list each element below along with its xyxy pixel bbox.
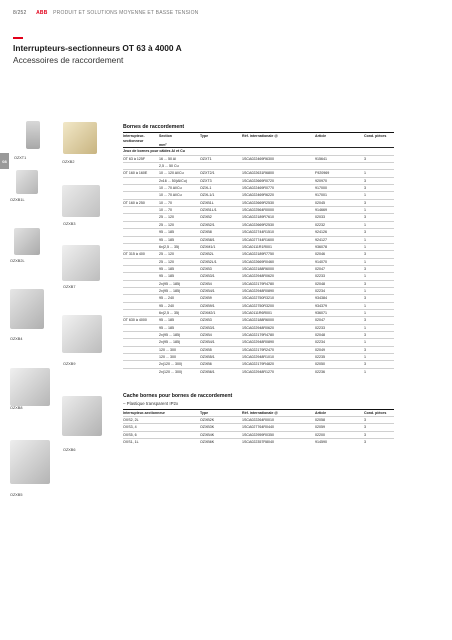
- switch-cell: [123, 339, 159, 346]
- type-cell: OZXL1/1: [200, 192, 242, 199]
- pack-cell: 1: [364, 273, 394, 280]
- switch-cell: [123, 287, 159, 294]
- pack-cell: 1: [364, 243, 394, 250]
- section-cell: 25 ... 120: [159, 258, 200, 265]
- col-header: Cond. pièces: [364, 411, 387, 416]
- type-cell: OZXB3K: [200, 424, 242, 431]
- reference-cell: 1SCA022189R7610: [242, 214, 315, 221]
- table-row: [123, 295, 394, 302]
- col-header: Type: [200, 411, 209, 416]
- switch-cell: [123, 229, 159, 236]
- table-row: [123, 163, 394, 170]
- pack-cell: 1: [364, 302, 394, 309]
- switch-cell: [123, 207, 159, 214]
- pack-cell: 1: [364, 339, 394, 346]
- pack-cell: 3: [364, 229, 394, 236]
- col-header: Réf. internationale @: [242, 134, 278, 139]
- article-cell: 936071: [315, 309, 364, 316]
- switch-cell: [123, 163, 159, 170]
- type-cell: OZXB8: [200, 229, 242, 236]
- type-cell: OZXB9/1: [200, 302, 242, 309]
- table-row: [123, 265, 394, 272]
- pack-cell: 3: [364, 331, 394, 338]
- switch-cell: [123, 295, 159, 302]
- pack-cell: 1: [364, 309, 394, 316]
- table-row: [123, 185, 394, 192]
- reference-cell: 1SCA022469R6220: [242, 192, 315, 199]
- switch-cell: OXS2, 2L: [123, 416, 200, 423]
- article-cell: 914590: [315, 439, 364, 446]
- table-row: [123, 273, 394, 280]
- col-header: Interrupteur-sectionneur: [123, 134, 145, 143]
- col-header: Interrupteur-sectionneur: [123, 411, 165, 416]
- table-row: [123, 424, 394, 431]
- article-cell: 02200: [315, 431, 364, 438]
- product-label: OZXB1L: [10, 198, 25, 202]
- switch-cell: [123, 346, 159, 353]
- product-label: OZXB7: [63, 285, 76, 289]
- section-cell: 2x(95 ... 185): [159, 339, 200, 346]
- pack-cell: 3: [364, 439, 394, 446]
- product-label: OZXB2L: [10, 259, 25, 263]
- unit-label: mm²: [159, 142, 167, 147]
- article-cell: 934379: [315, 302, 364, 309]
- article-cell: 02233: [315, 324, 364, 331]
- table-row: [123, 331, 394, 338]
- type-cell: OZXB2/1: [200, 221, 242, 228]
- switch-cell: [123, 324, 159, 331]
- col-header: Article: [315, 134, 327, 139]
- reference-cell: 1SCA022179R4780: [242, 331, 315, 338]
- article-cell: 02049: [315, 346, 364, 353]
- pack-cell: [364, 163, 394, 170]
- reference-cell: 1SCA022631R6800: [242, 170, 315, 177]
- article-cell: 924126: [315, 229, 364, 236]
- switch-cell: OT 630 à 4000: [123, 317, 159, 324]
- reference-cell: 1SCA022179R4820: [242, 361, 315, 368]
- reference-cell: 1SCA027764R0440: [242, 424, 315, 431]
- pack-cell: 3: [364, 424, 394, 431]
- article-cell: 02059: [315, 424, 364, 431]
- reference-cell: 1SCA022948R0890: [242, 339, 315, 346]
- page-header: [13, 10, 198, 16]
- pack-cell: 3: [364, 265, 394, 272]
- section-cell: 95 ... 185: [159, 273, 200, 280]
- switch-cell: OT 315 à 400: [123, 251, 159, 258]
- table-row: [123, 155, 394, 162]
- article-cell: 02047: [315, 317, 364, 324]
- switch-cell: [123, 221, 159, 228]
- product-label: OZXB4: [10, 337, 23, 341]
- article-cell: 02048: [315, 280, 364, 287]
- reference-cell: 1SCA022469R0770: [242, 185, 315, 192]
- type-cell: OZXB6/1: [200, 368, 242, 375]
- table-row: [123, 192, 394, 199]
- cache-heading: Cache bornes pour bornes de raccordement: [123, 393, 233, 399]
- header-section: PRODUIT ET SOLUTIONS MOYENNE ET BASSE TENSION: [53, 10, 199, 16]
- cache-table: [123, 411, 394, 445]
- type-cell: OZXB3: [200, 317, 242, 324]
- reference-cell: 1SCA022669R0460: [242, 258, 315, 265]
- type-cell: OZXB2: [200, 214, 242, 221]
- table-row: [123, 177, 394, 184]
- article-cell: 02045: [315, 199, 364, 206]
- chapter-tab: 08: [0, 153, 9, 169]
- table-row: [123, 199, 394, 206]
- switch-cell: [123, 361, 159, 368]
- type-cell: OZXM1/1: [200, 243, 242, 250]
- pack-cell: 1: [364, 368, 394, 375]
- pack-cell: 3: [364, 295, 394, 302]
- bornes-rule: [123, 132, 394, 133]
- section-cell: 95 ... 185: [159, 317, 200, 324]
- section-cell: 10 ... 70 Al/Cu: [159, 192, 200, 199]
- article-cell: 02234: [315, 339, 364, 346]
- section-cell: 95 ... 240: [159, 295, 200, 302]
- section-cell: 95 ... 240: [159, 302, 200, 309]
- product-label: OZXB8: [10, 406, 23, 410]
- table-row: [123, 258, 394, 265]
- type-cell: OZXB5/1: [200, 354, 242, 361]
- article-cell: 02233: [315, 273, 364, 280]
- reference-cell: 1SCA022948R1270: [242, 368, 315, 375]
- section-cell: 10 ... 70 Al/Cu: [159, 185, 200, 192]
- switch-cell: [123, 265, 159, 272]
- switch-cell: OXS5, 6: [123, 431, 200, 438]
- switch-cell: OT 160 à 160E: [123, 170, 159, 177]
- reference-cell: 1SCA022564R0000: [242, 207, 315, 214]
- type-cell: OZXB8/1: [200, 236, 242, 243]
- reference-cell: 1SCA022669R2530: [242, 221, 315, 228]
- article-cell: 02234: [315, 287, 364, 294]
- col-header: Cond. pièces: [364, 134, 387, 139]
- table-row: [123, 280, 394, 287]
- table-row: [123, 236, 394, 243]
- table-row: [123, 354, 394, 361]
- col-header: Type: [200, 134, 209, 139]
- reference-cell: 1SCA022744R1510: [242, 229, 315, 236]
- table-row: [123, 361, 394, 368]
- section-cell: 95 ... 185: [159, 229, 200, 236]
- pack-cell: 3: [364, 280, 394, 287]
- pack-cell: 1: [364, 354, 394, 361]
- reference-cell: 1SCA022948R0620: [242, 273, 315, 280]
- type-cell: OZXB3/1: [200, 324, 242, 331]
- bornes-table: [123, 134, 394, 375]
- product-label: OZXB9: [63, 362, 76, 366]
- table-row: [123, 416, 394, 423]
- section-cell: 120 ... 300: [159, 346, 200, 353]
- article-cell: 02033: [315, 214, 364, 221]
- switch-cell: [123, 368, 159, 375]
- type-cell: OZXB6K: [200, 439, 242, 446]
- article-cell: 934384: [315, 295, 364, 302]
- type-cell: [200, 163, 242, 170]
- reference-cell: 1SCA022189R7750: [242, 251, 315, 258]
- type-cell: OZXB2K: [200, 416, 242, 423]
- section-cell: 95 ... 185: [159, 236, 200, 243]
- article-cell: 914669: [315, 207, 364, 214]
- type-cell: OZXT1: [200, 155, 242, 162]
- cache-subheading: – Plastique transparent IP2x: [123, 401, 179, 406]
- type-cell: OZXB4/1: [200, 339, 242, 346]
- pack-cell: 1: [364, 192, 394, 199]
- type-cell: OZXM2/1: [200, 309, 242, 316]
- switch-cell: [123, 273, 159, 280]
- type-cell: OZXB4: [200, 331, 242, 338]
- table-row: [123, 287, 394, 294]
- section-cell: 95 ... 185: [159, 324, 200, 331]
- product-label: OZXT1: [14, 156, 27, 160]
- type-cell: OZXB4K: [200, 431, 242, 438]
- bornes-header-row: [123, 134, 394, 148]
- table-row: [123, 309, 394, 316]
- section-cell: 95 ... 185: [159, 265, 200, 272]
- switch-cell: [123, 331, 159, 338]
- article-cell: 914070: [315, 258, 364, 265]
- table-row: [123, 214, 394, 221]
- reference-cell: 1SCA022357R8040: [242, 439, 315, 446]
- article-cell: 936078: [315, 243, 364, 250]
- switch-cell: [123, 309, 159, 316]
- section-cell: 10 ... 70: [159, 199, 200, 206]
- article-cell: 02047: [315, 265, 364, 272]
- table-row: [123, 302, 394, 309]
- section-cell: 10 ... 120 Al/Cu: [159, 170, 200, 177]
- cache-rule: [123, 409, 394, 410]
- type-cell: OZXT2/1: [200, 170, 242, 177]
- section-cell: 120 ... 300: [159, 354, 200, 361]
- switch-cell: [123, 214, 159, 221]
- group-label: Jeux de bornes pour câbles Al et Cu: [123, 148, 394, 155]
- product-label: OZXB3: [63, 222, 76, 226]
- section-cell: 2x(95 ... 185): [159, 280, 200, 287]
- switch-cell: [123, 354, 159, 361]
- section-cell: 2x16 ... 50(Al/Cu): [159, 177, 200, 184]
- section-cell: 2x(120 ... 300): [159, 361, 200, 368]
- col-header: Article: [315, 411, 327, 416]
- section-cell: 2x(95 ... 185): [159, 287, 200, 294]
- switch-cell: OT 63 à 125F: [123, 155, 159, 162]
- type-cell: OZXB1L: [200, 199, 242, 206]
- type-cell: OZXB2L: [200, 251, 242, 258]
- table-row: [123, 324, 394, 331]
- switch-cell: [123, 177, 159, 184]
- table-row: [123, 251, 394, 258]
- pack-cell: 3: [364, 251, 394, 258]
- reference-cell: 1SCA022669R2530: [242, 199, 315, 206]
- reference-cell: 1SCA022750R3200: [242, 302, 315, 309]
- pack-cell: 1: [364, 170, 394, 177]
- type-cell: OZXB3/1: [200, 273, 242, 280]
- table-row: [123, 317, 394, 324]
- pack-cell: 3: [364, 177, 394, 184]
- reference-cell: 1SCA022179R2470: [242, 346, 315, 353]
- pack-cell: 1: [364, 207, 394, 214]
- pack-cell: 1: [364, 287, 394, 294]
- table-row: [123, 346, 394, 353]
- pack-cell: 3: [364, 317, 394, 324]
- pack-cell: 3: [364, 361, 394, 368]
- pack-cell: 1: [364, 324, 394, 331]
- section-cell: 2,5 ... 50 Cu: [159, 163, 200, 170]
- type-cell: OZXB5: [200, 346, 242, 353]
- abb-logo: ABB: [36, 10, 48, 16]
- reference-cell: 1SCA022959R0350: [242, 431, 315, 438]
- section-cell: 25 ... 120: [159, 251, 200, 258]
- article-cell: F920969: [315, 170, 364, 177]
- type-cell: OZXB3: [200, 265, 242, 272]
- article-cell: 02058: [315, 416, 364, 423]
- article-cell: 924127: [315, 236, 364, 243]
- switch-cell: OXS3, 4: [123, 424, 200, 431]
- article-cell: 02046: [315, 251, 364, 258]
- col-header: Section mm²: [159, 134, 172, 147]
- section-cell: 2x(95 ... 185): [159, 331, 200, 338]
- article-cell: 920970: [315, 177, 364, 184]
- type-cell: OZXT3: [200, 177, 242, 184]
- reference-cell: 1SCA022750R3210: [242, 295, 315, 302]
- table-row: [123, 170, 394, 177]
- article-cell: 02232: [315, 221, 364, 228]
- section-cell: 25 ... 120: [159, 214, 200, 221]
- pack-cell: 1: [364, 258, 394, 265]
- switch-cell: OXS1, 1L: [123, 439, 200, 446]
- section-cell: 16 ... 50 Al: [159, 155, 200, 162]
- reference-cell: 1SCA022264R0010: [242, 416, 315, 423]
- pack-cell: 3: [364, 431, 394, 438]
- type-cell: OZXB9: [200, 295, 242, 302]
- article-cell: 02236: [315, 368, 364, 375]
- section-cell: 2x(120 ... 300): [159, 368, 200, 375]
- article-cell: 915641: [315, 155, 364, 162]
- article-cell: 917000: [315, 185, 364, 192]
- reference-cell: 1SCA022179R4780: [242, 280, 315, 287]
- article-cell: 02048: [315, 331, 364, 338]
- type-cell: OZXB1L/1: [200, 207, 242, 214]
- group-row: [123, 148, 394, 155]
- type-cell: OZXB4/1: [200, 287, 242, 294]
- article-cell: 02050: [315, 361, 364, 368]
- switch-cell: [123, 258, 159, 265]
- section-cell: 6x(2,5 ... 35): [159, 243, 200, 250]
- table-row: [123, 339, 394, 346]
- reference-cell: 1SCA022669R0720: [242, 177, 315, 184]
- switch-cell: [123, 302, 159, 309]
- switch-cell: [123, 236, 159, 243]
- reference-cell: 1SCA022469R6300: [242, 155, 315, 162]
- pack-cell: 1: [364, 236, 394, 243]
- pack-cell: 3: [364, 155, 394, 162]
- pack-cell: 3: [364, 346, 394, 353]
- pack-cell: 3: [364, 416, 394, 423]
- reference-cell: 1SCA022948R1010: [242, 354, 315, 361]
- product-label: OZXB5: [10, 493, 23, 497]
- reference-cell: 1SCA022188R6000: [242, 265, 315, 272]
- switch-cell: [123, 243, 159, 250]
- type-cell: OZXB2L/1: [200, 258, 242, 265]
- section-cell: 10 ... 70: [159, 207, 200, 214]
- switch-cell: OT 160 à 250: [123, 199, 159, 206]
- reference-cell: [242, 163, 315, 170]
- switch-cell: [123, 192, 159, 199]
- type-cell: OZXB6: [200, 361, 242, 368]
- type-cell: OZXL1: [200, 185, 242, 192]
- bornes-heading: Bornes de raccordement: [123, 124, 185, 130]
- product-label: OZXB2: [62, 160, 75, 164]
- article-cell: 02235: [315, 354, 364, 361]
- table-row: [123, 431, 394, 438]
- table-row: [123, 243, 394, 250]
- reference-cell: 1SCA022948R0890: [242, 287, 315, 294]
- section-cell: 6x(2,5 ... 35): [159, 309, 200, 316]
- section-cell: 25 ... 120: [159, 221, 200, 228]
- page-title: Interrupteurs-sectionneurs OT 63 à 4000 A: [13, 43, 182, 53]
- table-row: [123, 439, 394, 446]
- pack-cell: 3: [364, 185, 394, 192]
- reference-cell: 1SCA027744R1600: [242, 236, 315, 243]
- accent-bar: [13, 37, 23, 39]
- type-cell: OZXB4: [200, 280, 242, 287]
- switch-cell: [123, 280, 159, 287]
- article-cell: [315, 163, 364, 170]
- col-header: Réf. internationale @: [242, 411, 278, 416]
- table-row: [123, 229, 394, 236]
- switch-cell: [123, 185, 159, 192]
- page-number: 8/252: [13, 10, 27, 16]
- table-row: [123, 368, 394, 375]
- reference-cell: 1SCA022948R0620: [242, 324, 315, 331]
- pack-cell: 3: [364, 214, 394, 221]
- reference-cell: 1SCA0111R1R001: [242, 243, 315, 250]
- table-row: [123, 207, 394, 214]
- product-label: OZXB6: [63, 448, 76, 452]
- article-cell: 917001: [315, 192, 364, 199]
- table-row: [123, 221, 394, 228]
- reference-cell: 1SCA022188R6000: [242, 317, 315, 324]
- pack-cell: 3: [364, 199, 394, 206]
- reference-cell: 1SCA0111R6R001: [242, 309, 315, 316]
- page-subtitle: Accessoires de raccordement: [13, 55, 124, 65]
- pack-cell: 1: [364, 221, 394, 228]
